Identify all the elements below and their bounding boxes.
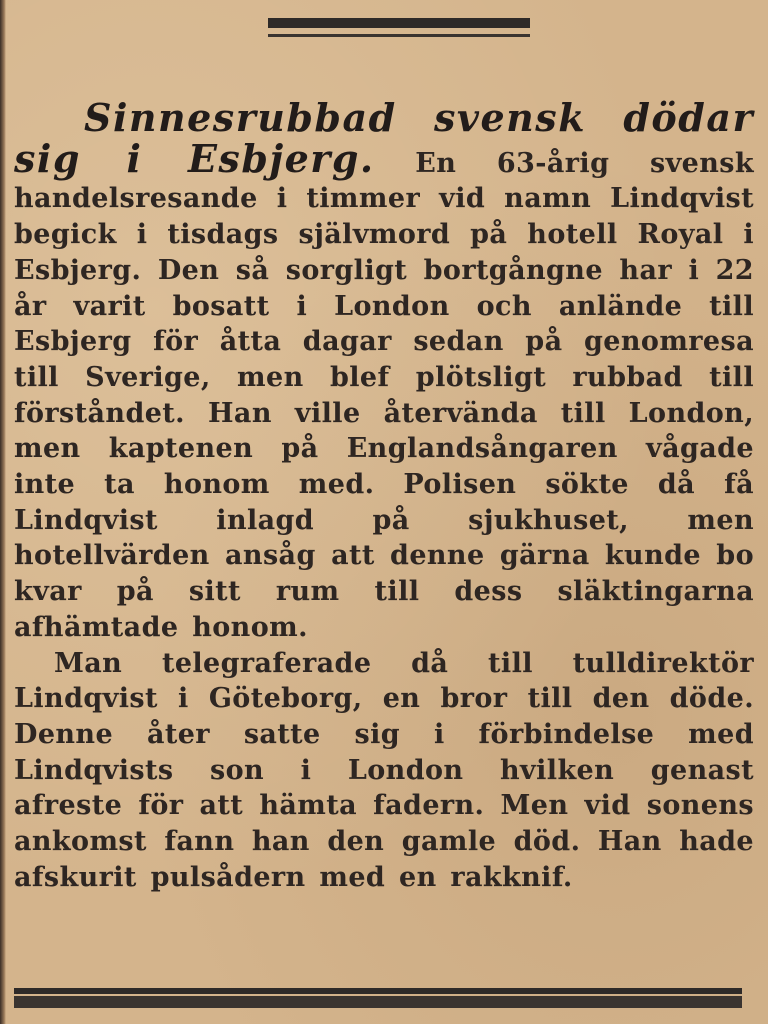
article-paragraph-1 [14,95,754,646]
news-article [14,95,754,895]
article-paragraph-2: Man telegraferade då till tulldirektör Lindqvist i Göteborg, en bror till den döde. Denne åter satte sig i förbindelse med Lindqvists son i London hvilken genast afreste för att hämta fadern. Men vid sonens ankomst fann han den gamle död. Han hade afskurit pulsådern med en rakknif. [14,647,754,893]
article-headline: Sinnesrubbad svensk dödar sig i Esbjerg. [14,95,754,181]
page-left-edge [0,0,6,1024]
bottom-rule-thin [14,988,742,994]
article-body-1: En 63-årig svensk handelsresande i timmer vid namn Lindqvist begick i tisdags självmord på hotell Royal i Esbjerg. Den så sorgligt bortgångne har i 22 år varit bosatt i London och anlände till Esbjerg för åtta dagar sedan på genomresa till Sverige, men blef plötsligt rubbad till förståndet. Han ville återvända till London, men kaptenen på Englandsångaren vågade inte ta honom med. Polisen sökte då få Lindqvist inlagd på sjukhuset, men hotellvärden ansåg att denne gärna kunde bo kvar på sitt rum till dess släktingarna afhämtade honom. [14,147,754,643]
top-rule-thick [268,18,530,28]
bottom-rule-thick [14,996,742,1008]
top-rule-thin [268,34,530,37]
